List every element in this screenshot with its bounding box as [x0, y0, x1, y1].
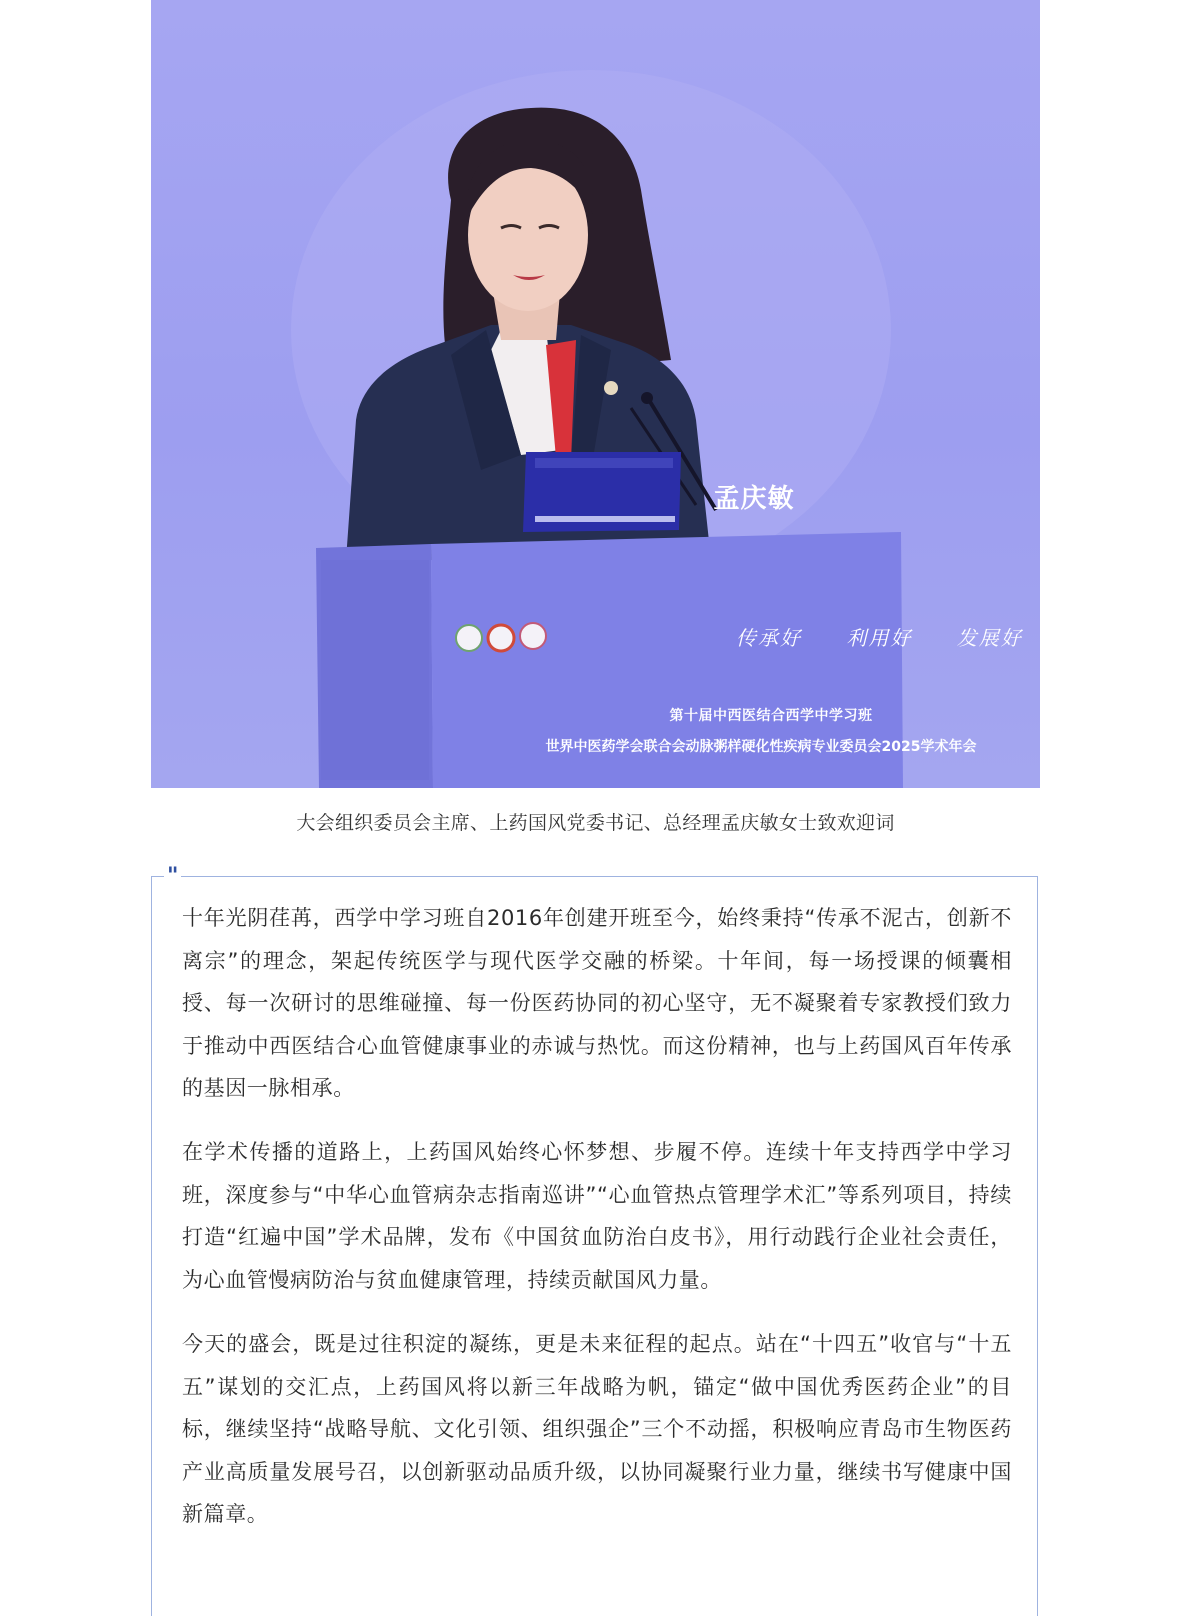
podium-slogans: 传承好 利用好 发展好 — [736, 626, 1023, 650]
speaker-illustration — [151, 0, 1040, 788]
paragraph-3: 今天的盛会，既是过往积淀的凝练，更是未来征程的起点。站在“十四五”收官与“十五五”谋划的交汇点，上药国风将以新三年战略为帆，锚定“做中国优秀医药企业”的目标，继续坚持“战略导航、文化引领、组织强企”三个不动摇，积极响应青岛市生物医药产业高质量发展号召，以创新驱动品质升级，以协同凝聚行业力量，继续书写健康中国新篇章。 — [182, 1332, 1012, 1526]
event-photo — [151, 0, 1040, 788]
paragraph-1: 十年光阴荏苒，西学中学习班自2016年创建开班至今，始终秉持“传承不泥古，创新不离宗”的理念，架起传统医学与现代医学交融的桥梁。十年间，每一场授课的倾囊相授、每一次研讨的思维碰撞、每一份医药协同的初心坚守，无不凝聚着专家教授们致力于推动中西医结合心血管健康事业的赤诚与热忱。而这份精神，也与上药国风百年传承的基因一脉相承。 — [182, 906, 1012, 1100]
podium-title-line2: 世界中医药学会联合会动脉粥样硬化性疾病专业委员会2025学术年会 — [545, 739, 977, 755]
photo-caption: 大会组织委员会主席、上药国风党委书记、总经理孟庆敏女士致欢迎词 — [296, 812, 895, 834]
quote-card — [151, 864, 1038, 1616]
nameplate-name: 孟庆敏 — [713, 484, 795, 514]
podium-title-line1: 第十届中西医结合西学中学习班 — [669, 708, 873, 724]
paragraph-2: 在学术传播的道路上，上药国风始终心怀梦想、步履不停。连续十年支持西学中学习班，深度参与“中华心血管病杂志指南巡讲”“心血管热点管理学术汇”等系列项目，持续打造“红遍中国”学术品牌，发布《中国贫血防治白皮书》，用行动践行企业社会责任，为心血管慢病防治与贫血健康管理，持续贡献国风力量。 — [182, 1140, 1012, 1292]
quote-icon: " — [164, 868, 181, 886]
